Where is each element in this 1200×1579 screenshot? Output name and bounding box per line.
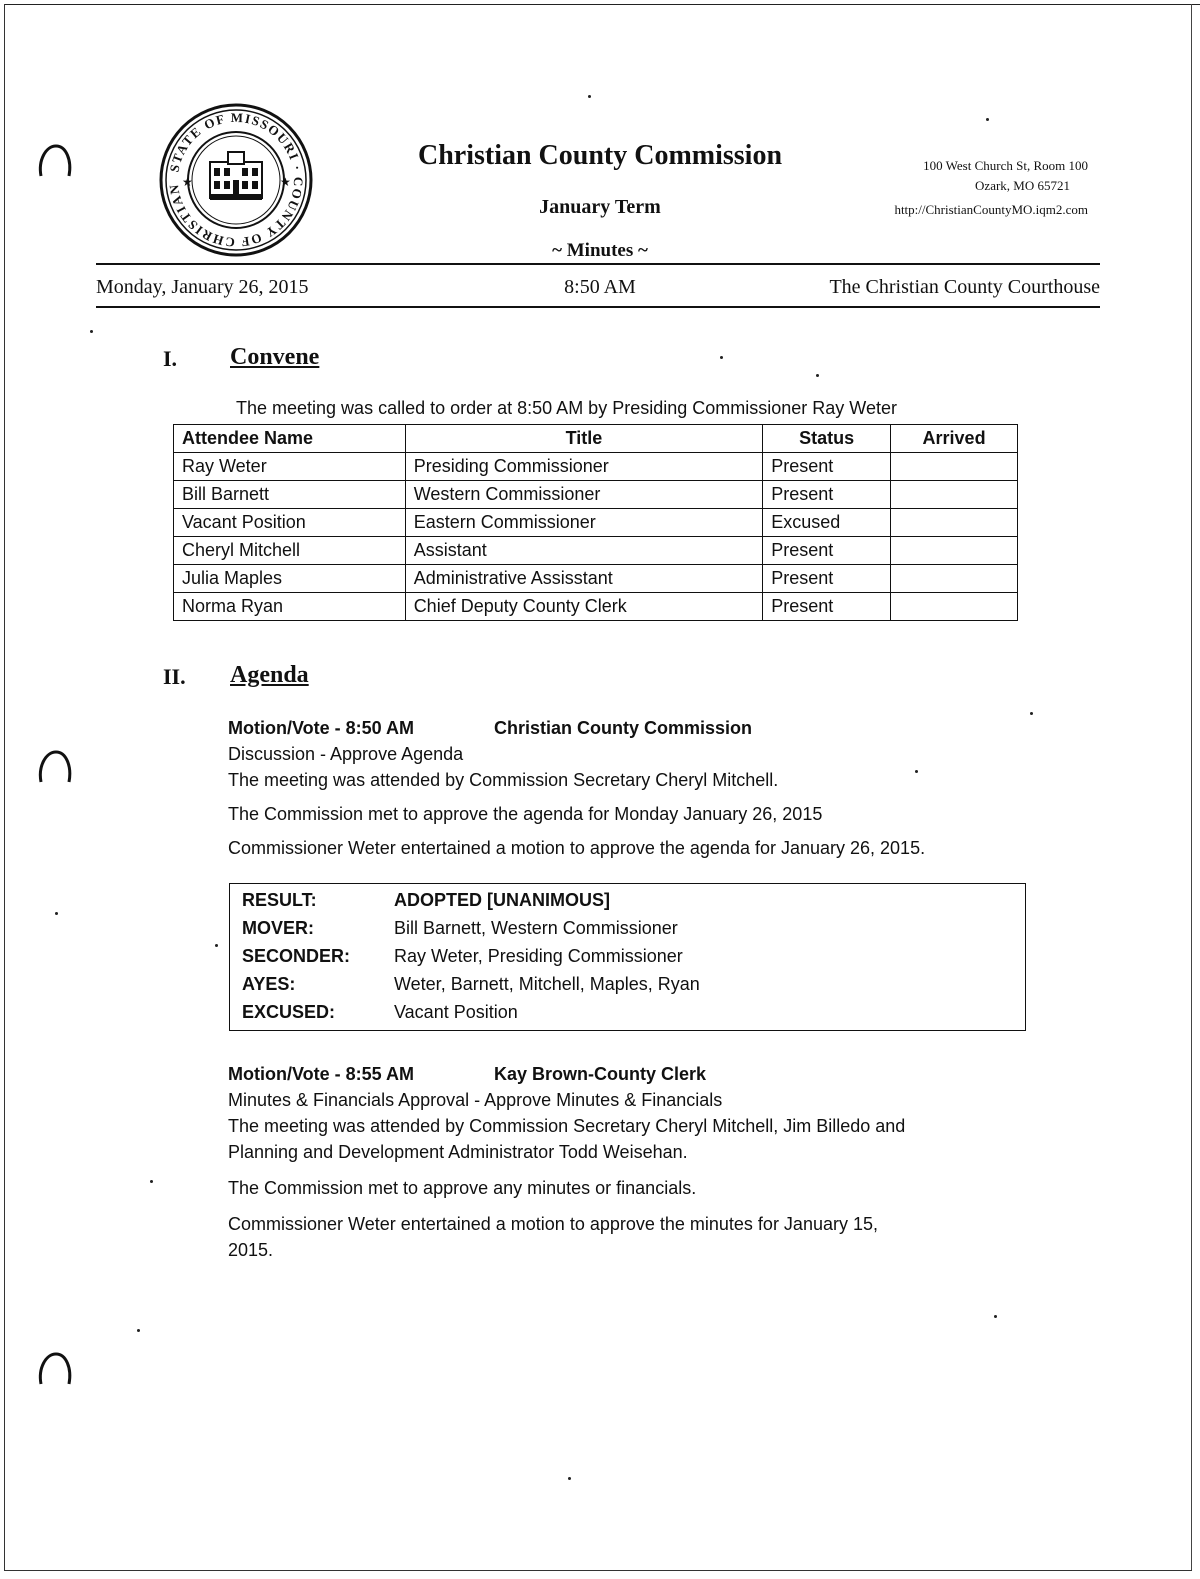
column-header: Status: [763, 425, 891, 453]
column-header: Arrived: [891, 425, 1018, 453]
county-seal-icon: [158, 102, 314, 258]
motion-note-line-1: Commissioner Weter entertained a motion to approve the minutes for January 15,: [228, 1214, 878, 1234]
attendee-status: Present: [763, 481, 891, 509]
discussion-line: Minutes & Financials Approval - Approve Minutes & Financials: [228, 1090, 723, 1110]
motion-presenter: Kay Brown-County Clerk: [494, 1064, 707, 1084]
scan-speck: [215, 944, 218, 947]
result-label: MOVER:: [242, 918, 314, 938]
table-row: [174, 565, 1018, 593]
section-title-convene: Convene: [230, 344, 320, 370]
attendee-title: Eastern Commissioner: [405, 509, 763, 537]
scan-speck: [1030, 712, 1033, 715]
attendance-note-line-2: Planning and Development Administrator Todd Weisehan.: [228, 1142, 688, 1162]
scan-speck: [137, 1329, 140, 1332]
result-label: RESULT:: [242, 890, 317, 910]
scan-speck: [90, 330, 93, 333]
scan-speck: [720, 356, 723, 359]
motion-note: Commissioner Weter entertained a motion to approve the agenda for January 26, 2015.: [228, 838, 926, 858]
scan-speck: [150, 1180, 153, 1183]
scan-edge-top: [4, 4, 1200, 5]
table-row: [174, 509, 1018, 537]
header-divider: [96, 263, 1100, 265]
motion-heading: Motion/Vote - 8:55 AM: [228, 1064, 414, 1084]
scan-edge-left: [4, 4, 5, 1571]
attendee-status: Present: [763, 593, 891, 621]
column-header: Title: [405, 425, 763, 453]
column-header: Attendee Name: [174, 425, 406, 453]
call-to-order-text: The meeting was called to order at 8:50 AM by Presiding Commissioner Ray Weter: [236, 398, 897, 418]
motion-heading: Motion/Vote - 8:50 AM: [228, 718, 414, 738]
scan-edge-right: [1191, 4, 1192, 1571]
seal-text: STATE OF MISSOURI · COUNTY OF CHRISTIAN: [165, 109, 307, 251]
attendee-status: Present: [763, 453, 891, 481]
motion-presenter: Christian County Commission: [494, 718, 753, 738]
attendee-arrived: [891, 509, 1018, 537]
attendance-note: The meeting was attended by Commission Secretary Cheryl Mitchell.: [228, 770, 779, 790]
attendee-name: Norma Ryan: [174, 593, 406, 621]
scan-edge-bottom: [4, 1570, 1192, 1571]
table-row: [174, 537, 1018, 565]
attendee-name: Ray Weter: [174, 453, 406, 481]
attendee-name: Vacant Position: [174, 509, 406, 537]
attendee-name: Bill Barnett: [174, 481, 406, 509]
scan-speck: [568, 1477, 571, 1480]
svg-text:★: ★: [182, 175, 193, 189]
table-row: [174, 593, 1018, 621]
result-label: SECONDER:: [242, 946, 351, 966]
attendee-title: Administrative Assisstant: [405, 565, 763, 593]
scan-speck: [986, 118, 989, 121]
svg-text:★: ★: [280, 175, 291, 189]
result-value: Weter, Barnett, Mitchell, Maples, Ryan: [394, 974, 700, 994]
purpose-note: The Commission met to approve any minutes or financials.: [228, 1178, 697, 1198]
address-line-1: 100 West Church St, Room 100: [923, 158, 1088, 173]
agenda-item-1: [228, 715, 1028, 861]
attendee-name: Cheryl Mitchell: [174, 537, 406, 565]
attendee-title: Chief Deputy County Clerk: [405, 593, 763, 621]
result-label: EXCUSED:: [242, 1002, 336, 1022]
attendee-title: Assistant: [405, 537, 763, 565]
address-line-2: Ozark, MO 65721: [975, 178, 1070, 193]
website-link: http://ChristianCountyMO.iqm2.com: [894, 202, 1088, 217]
attendee-status: Excused: [763, 509, 891, 537]
attendee-status: Present: [763, 565, 891, 593]
scan-speck: [55, 912, 58, 915]
discussion-line: Discussion - Approve Agenda: [228, 744, 464, 764]
section-number: I.: [163, 346, 178, 371]
attendee-status: Present: [763, 537, 891, 565]
attendee-title: Western Commissioner: [405, 481, 763, 509]
attendance-note-line-1: The meeting was attended by Commission Secretary Cheryl Mitchell, Jim Billedo and: [228, 1116, 906, 1136]
result-value: Bill Barnett, Western Commissioner: [394, 918, 678, 938]
table-row: [174, 453, 1018, 481]
scan-speck: [994, 1315, 997, 1318]
attendee-arrived: [891, 481, 1018, 509]
attendance-table: [173, 424, 1018, 621]
meeting-time: 8:50 AM: [564, 276, 636, 298]
attendee-arrived: [891, 565, 1018, 593]
meta-divider: [96, 306, 1100, 308]
punch-hole-icon: [36, 142, 74, 180]
scan-speck: [915, 770, 918, 773]
result-value: Ray Weter, Presiding Commissioner: [394, 946, 683, 966]
motion-note-line-2: 2015.: [228, 1240, 274, 1260]
purpose-note: The Commission met to approve the agenda for Monday January 26, 2015: [228, 804, 823, 824]
result-value: ADOPTED [UNANIMOUS]: [394, 890, 610, 910]
attendee-name: Julia Maples: [174, 565, 406, 593]
result-label: AYES:: [242, 974, 296, 994]
attendee-arrived: [891, 537, 1018, 565]
section-number: II.: [163, 664, 186, 689]
section-title-agenda: Agenda: [230, 662, 309, 688]
attendee-arrived: [891, 453, 1018, 481]
meeting-location: The Christian County Courthouse: [829, 276, 1100, 298]
agenda-item-2: [228, 1061, 1028, 1263]
punch-hole-icon: [36, 1350, 74, 1388]
scan-speck: [588, 95, 591, 98]
table-row: [174, 481, 1018, 509]
vote-result-box: [229, 883, 1026, 1031]
meeting-date: Monday, January 26, 2015: [96, 276, 309, 298]
table-header-row: [174, 425, 1018, 453]
scan-speck: [816, 374, 819, 377]
punch-hole-icon: [36, 748, 74, 786]
document-type-label: ~ Minutes ~: [552, 240, 648, 261]
result-value: Vacant Position: [394, 1002, 518, 1022]
organization-title: Christian County Commission: [417, 140, 783, 171]
attendee-arrived: [891, 593, 1018, 621]
term-label: January Term: [539, 196, 661, 218]
attendee-title: Presiding Commissioner: [405, 453, 763, 481]
